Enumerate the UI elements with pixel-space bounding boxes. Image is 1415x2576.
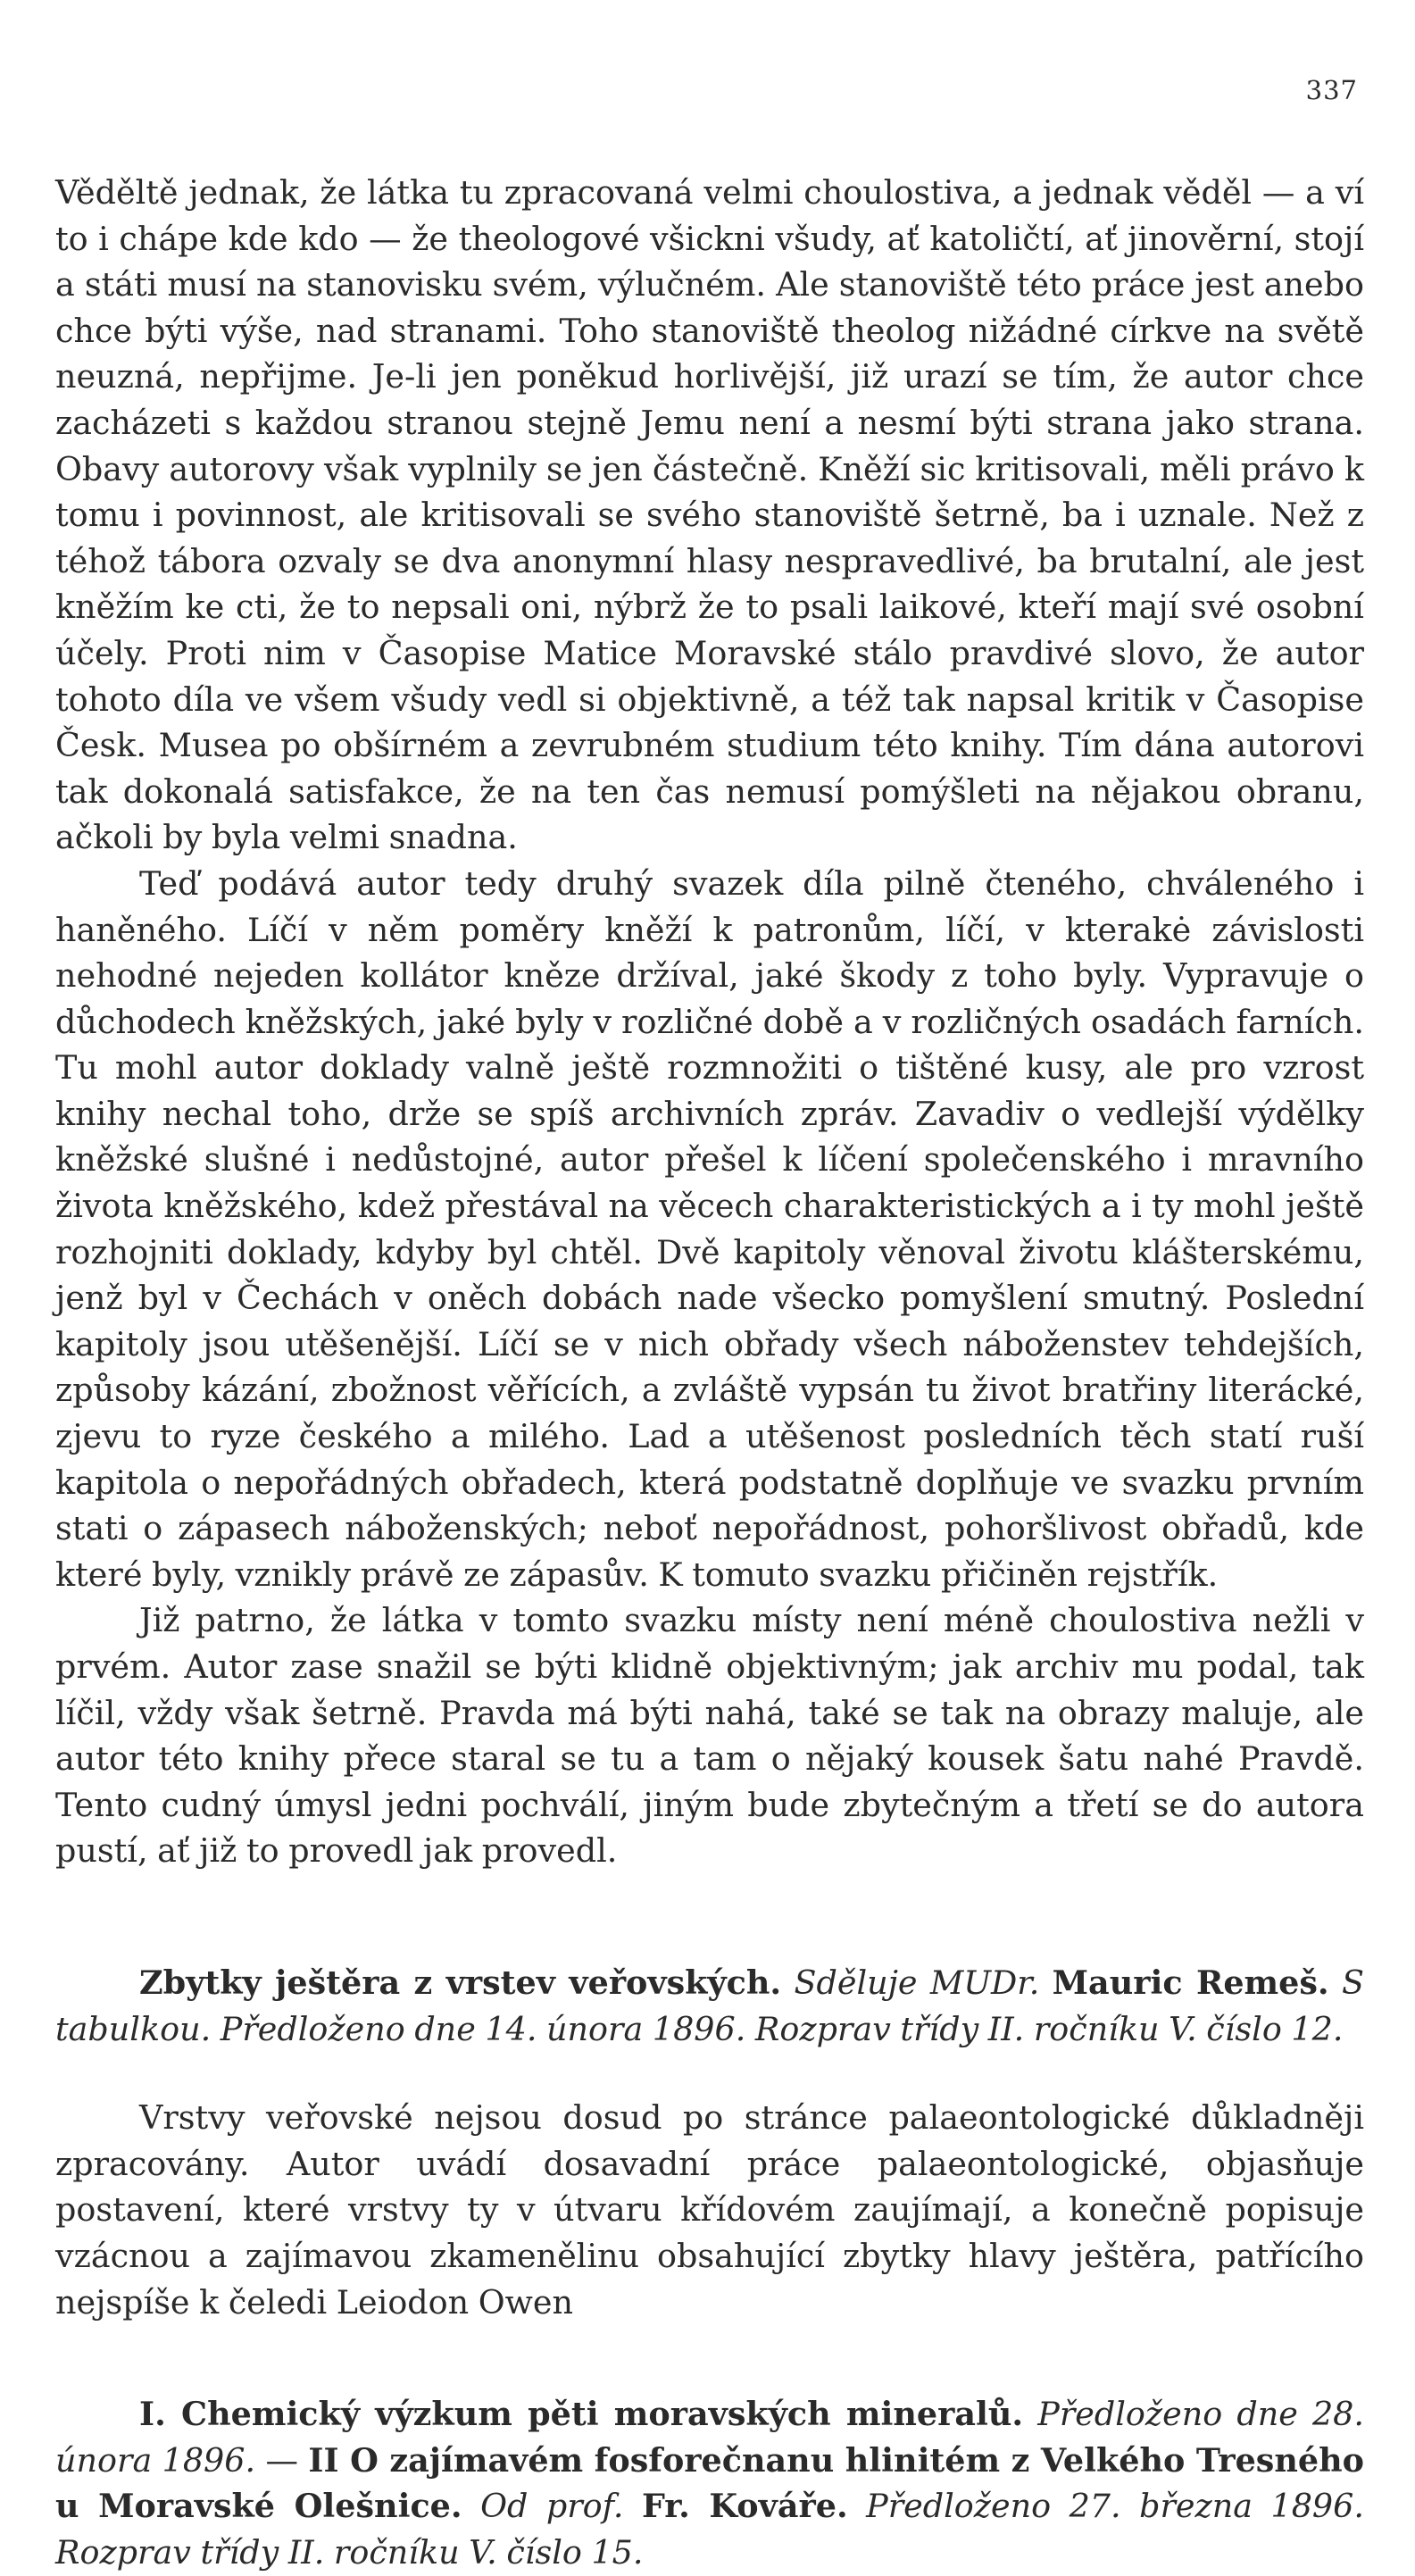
section-2-title-2: II O zajímavém fosforečnanu hlinitém z Velkého Tresného u Moravské Olešnice. <box>55 2440 1364 2526</box>
section-1-meta: S tabulkou. Předloženo dne 14. února 1896. Rozprav třídy II. ročníku V. číslo 12. <box>55 1963 1364 2048</box>
paragraph-1: Věděltě jednak, že látka tu zpracovaná velmi choulostiva, a jednak věděl — a ví to i chápe kde kdo — že theologové všickni všudy, ať katoličtí, ať jinověrní, stojí a státi musí na stanovisku svém, výlučném. Ale stanoviště této práce jest anebo chce býti výše, nad stranami. Toho stanoviště theolog nižádné církve na světě neuzná, nepřijme. Je-li jen poněkud horlivější, již urazí se tím, že autor chce zacházeti s každou stranou stejně Jemu není a nesmí býti strana jako strana. Obavy autorovy však vyplnily se jen částečně. Kněží sic kritisovali, měli právo k tomu i povinnost, ale kritisovali se svého stanoviště šetrně, ba i uznale. Než z téhož tábora ozvaly se dva anonymní hlasy nespravedlivé, ba brutalní, ale jest kněžím ke cti, že to nepsali oni, nýbrž že to psali laikové, kteří mají své osobní účely. Proti nim v Časopise Matice Moravské stálo pravdivé slovo, že autor tohoto díla ve všem všudy vedl si objektivně, a též tak napsal kritik v Časopise Česk. Musea po obšírném a zevrubném studium této knihy. Tím dána autorovi tak dokonalá satisfakce, že na ten čas nemusí pomýšleti na nějakou obranu, ačkoli by byla velmi snadna. <box>55 173 1364 857</box>
section-1-author: Mauric Remeš. <box>1052 1963 1329 2002</box>
section-1-by: Sděluje MUDr. <box>794 1963 1040 2002</box>
section-2-author: Fr. Kováře. <box>641 2487 848 2526</box>
section-1-heading <box>55 1960 1364 2052</box>
section-2-title-1: I. Chemický výzkum pěti moravských mineralů. <box>139 2395 1024 2434</box>
section-2-heading <box>55 2391 1364 2575</box>
section-2-dash: — <box>265 2440 299 2480</box>
paragraph-2: Teď podává autor tedy druhý svazek díla pilně čteného, chváleného i haněného. Líčí v něm poměry kněží k patronům, líčí, v kterakė závislosti nehodné nejeden kollátor kněze držíval, jaké škody z toho byly. Vypravuje o důchodech kněžských, jaké byly v rozličné době a v rozličných osadách farních. Tu mohl autor doklady valně ještě rozmnožiti o tištěné kusy, ale pro vzrost knihy nechal toho, drže se spíš archivních zpráv. Zavadiv o vedlejší výdělky kněžské slušné i nedůstojné, autor přešel k líčení společenského i mravního života kněžského, kdež přestával na věcech charakteristických a i ty mohl ještě rozhojniti doklady, kdyby byl chtěl. Dvě kapitoly věnoval životu klášterskému, jenž byl v Čechách v oněch dobách nade všecko pomyšlení smutný. Poslední kapitoly jsou utěšenější. Líčí se v nich obřady všech náboženstev tehdejších, způsoby kázání, zbožnost věřících, a zvláště vypsán tu život bratřiny literácké, zjevu to ryze českého a milého. Lad a utěšenost posledních těch statí ruší kapitola o nepořádných obřadech, která podstatně doplňuje ve svazku prvním stati o zápasech náboženských; neboť nepořádnost, pohoršlivost obřadů, kde které byly, vznikly právě ze zápasův. K tomuto svazku přičiněn rejstřík. <box>55 863 1364 1594</box>
page-number: 337 <box>1305 75 1358 105</box>
section-2-meta-2: Předloženo 27. března 1896. Rozprav třídy II. ročníku V. číslo 15. <box>55 2487 1364 2572</box>
paragraph-3: Již patrno, že látka v tomto svazku místy není méně choulostiva nežli v prvém. Autor zase snažil se býti klidně objektivným; jak archiv mu podal, tak líčil, vždy však šetrně. Pravda má býti nahá, také se tak na obrazy maluje, ale autor této knihy přece staral se tu a tam o nějaký kousek šatu nahé Pravdě. Tento cudný úmysl jedni pochválí, jiným bude zbytečným a třetí se do autora pustí, ať již to provedl jak provedl. <box>55 1601 1364 1871</box>
section-1-title: Zbytky ještěra z vrstev veřovských. <box>139 1963 782 2002</box>
page-body <box>55 170 1364 2576</box>
section-1-body: Vrstvy veřovské nejsou dosud po stránce palaeontologické důkladněji zpracovány. Autor uvádí dosavadní práce palaeontologické, objasňuje postavení, které vrstvy ty v útvaru křídovém zaujímají, a konečně popisuje vzácnou a zajímavou zkamenělinu obsahující zbytky hlavy ještěra, patřícího nejspíše k čeledi Leiodon Owen <box>55 2098 1364 2322</box>
section-2-by: Od prof. <box>480 2487 624 2526</box>
section-2-meta-1: Předloženo dne 28. února 1896. <box>55 2395 1364 2480</box>
